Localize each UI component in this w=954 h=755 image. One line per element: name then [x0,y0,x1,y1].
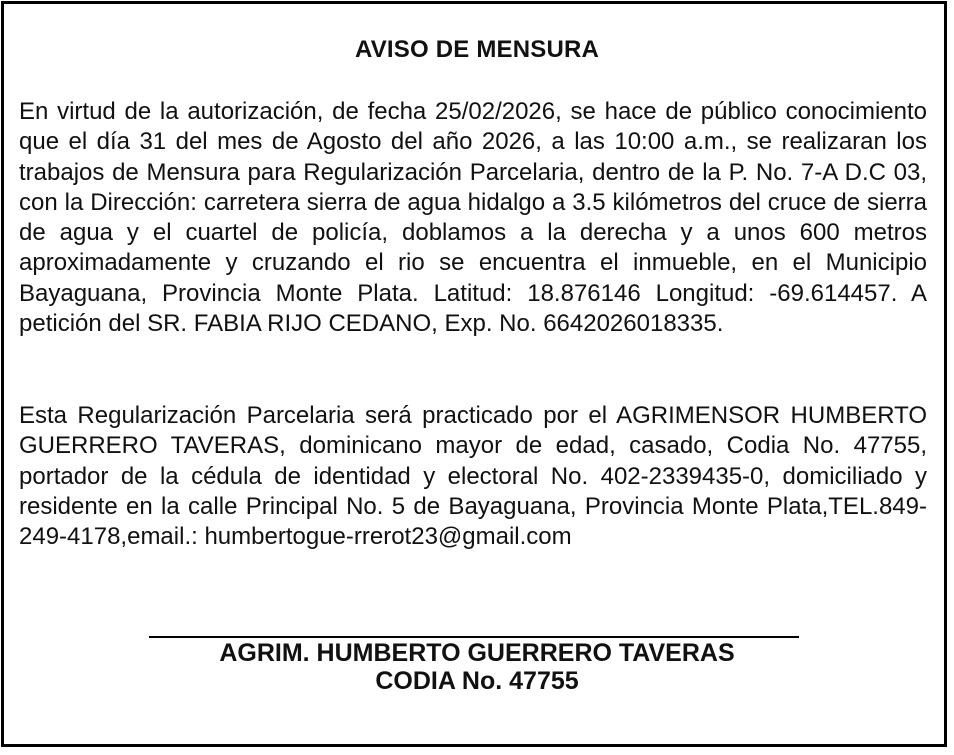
signature-codia: CODIA No. 47755 [375,667,579,695]
notice-title: AVISO DE MENSURA [354,36,600,63]
notice-paragraph-surveyor: Esta Regularización Parcelaria será practicado por el AGRIMENSOR HUMBERTO GUERRERO TAVERAS, dominicano mayor de edad, casado, Codia No. 47755, portador de la cédula de identidad y electoral No. 402-2339435-0, domiciliado y residente en la calle Principal No. 5 de Bayaguana, Provincia Monte Plata,TEL.849-249-4178,email.: humbertogue-rrerot23@gmail.com [19,402,927,551]
signature-name: AGRIM. HUMBERTO GUERRERO TAVERAS [219,639,735,667]
notice-paragraph-authorization: En virtud de la autorización, de fecha 25/02/2026, se hace de público conocimiento que el día 31 del mes de Agosto del año 2026, a las 10:00 a.m., se realizaran los trabajos de Mensura para Regularización Parcelaria, dentro de la P. No. 7-A D.C 03, con la Dirección: carretera sierra de agua hidalgo a 3.5 kilómetros del cruce de sierra de agua y el cuartel de policía, doblamos a la derecha y a unos 600 metros aproximadamente y cruzando el rio se encuentra el inmueble, en el Municipio Bayaguana, Provincia Monte Plata. Latitud: 18.876146 Longitud: -69.614457. A petición del SR. FABIA RIJO CEDANO, Exp. No. 6642026018335. [19,98,927,338]
